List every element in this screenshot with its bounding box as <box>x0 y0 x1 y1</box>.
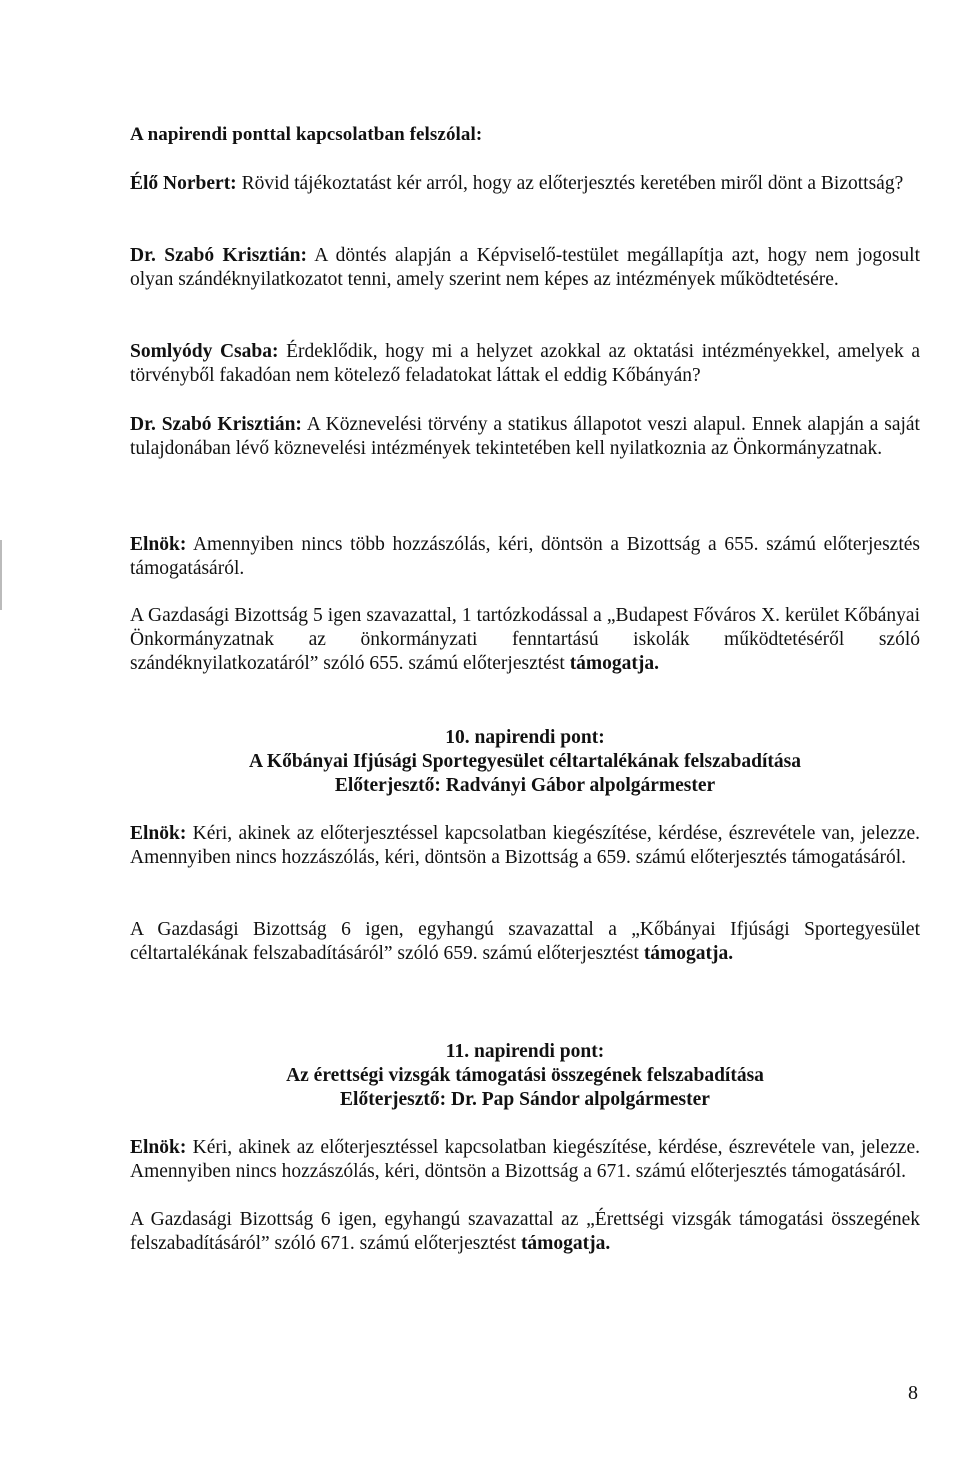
speaker-name: Somlyódy Csaba: <box>130 341 279 362</box>
paragraph-text: A Köznevelési törvény a statikus állapotot veszi alapul. Ennek alapján a saját tulajdonában lévő köznevelési intézmények tekintetében kell nyilatkoznia az Önkormányzatnak. <box>130 414 920 459</box>
page-number: 8 <box>908 1382 918 1404</box>
paragraph-elnok-659 <box>130 822 920 870</box>
paragraph-somlyody <box>130 340 920 388</box>
agenda-item-11-header <box>130 1040 920 1112</box>
paragraph-text: Rövid tájékoztatást kér arról, hogy az előterjesztés keretében miről dönt a Bizottság? <box>236 173 904 194</box>
paragraph-decision-659 <box>130 918 920 966</box>
agenda-title: A Kőbányai Ifjúsági Sportegyesület céltartalékának felszabadítása <box>249 751 801 772</box>
agenda-number: 11. napirendi pont: <box>445 1041 605 1062</box>
agenda-title: Az érettségi vizsgák támogatási összegének felszabadítása <box>286 1065 764 1086</box>
paragraph-szabo-1 <box>130 244 920 292</box>
speaker-name: Elnök: <box>130 1137 187 1158</box>
speaker-name: Dr. Szabó Krisztián: <box>130 245 307 266</box>
paragraph-text: A Gazdasági Bizottság 5 igen szavazattal, 1 tartózkodással a „Budapest Főváros X. kerület Kőbányai Önkormányzatnak az önkormányzati fenntartású iskolák működtetéséről szóló szándéknyilatkozatáról” szóló 655. számú előterjesztést <box>130 605 920 674</box>
agenda-presenter: Előterjesztő: Dr. Pap Sándor alpolgármester <box>340 1089 710 1110</box>
decision-word: támogatja. <box>520 1233 611 1254</box>
paragraph-szabo-2 <box>130 413 920 461</box>
speaker-name: Elnök: <box>130 823 187 844</box>
agenda-presenter: Előterjesztő: Radványi Gábor alpolgármester <box>334 775 716 796</box>
paragraph-elnok-671 <box>130 1136 920 1184</box>
paragraph-decision-655 <box>130 604 920 676</box>
paragraph-text: Kéri, akinek az előterjesztéssel kapcsolatban kiegészítése, kérdése, észrevétele van, jelezze. Amennyiben nincs hozzászólás, kéri, döntsön a Bizottság a 659. számú előterjesztés támogatásáról. <box>130 823 920 868</box>
paragraph-text: A döntés alapján a Képviselő-testület megállapítja azt, hogy nem jogosult olyan szándéknyilatkozatot tenni, amely szerint nem képes az intézmények működtetésére. <box>130 245 920 290</box>
scan-margin-mark <box>0 540 2 610</box>
agenda-number: 10. napirendi pont: <box>445 727 605 748</box>
paragraph-text: A Gazdasági Bizottság 6 igen, egyhangú szavazattal a „Kőbányai Ifjúsági Sportegyesület céltartalékának felszabadításáról” szóló 659. számú előterjesztést <box>130 919 920 964</box>
paragraph-text: Érdeklődik, hogy mi a helyzet azokkal az oktatási intézményekkel, amelyek a törvényből fakadóan nem kötelező feladatokat láttak el eddig Kőbányán? <box>130 341 920 386</box>
paragraph-text: Kéri, akinek az előterjesztéssel kapcsolatban kiegészítése, kérdése, észrevétele van, jelezze. Amennyiben nincs hozzászólás, kéri, döntsön a Bizottság a 671. számú előterjesztés támogatásáról. <box>130 1137 920 1182</box>
section-heading: A napirendi ponttal kapcsolatban felszólal: <box>130 124 483 145</box>
decision-word: támogatja. <box>643 943 734 964</box>
paragraph-decision-671 <box>130 1208 920 1256</box>
agenda-item-10-header <box>130 726 920 798</box>
speaker-name: Elnök: <box>130 534 187 555</box>
paragraph-elo-norbert <box>130 172 920 196</box>
decision-word: támogatja. <box>569 653 660 674</box>
paragraph-text: A Gazdasági Bizottság 6 igen, egyhangú szavazattal az „Érettségi vizsgák támogatási összegének felszabadításáról” szóló 671. számú előterjesztést <box>130 1209 920 1254</box>
speaker-name: Élő Norbert: <box>130 173 237 194</box>
speaker-name: Dr. Szabó Krisztián: <box>130 414 302 435</box>
paragraph-elnok-655 <box>130 533 920 581</box>
paragraph-text: Amennyiben nincs több hozzászólás, kéri, döntsön a Bizottság a 655. számú előterjesztés támogatásáról. <box>130 534 920 579</box>
